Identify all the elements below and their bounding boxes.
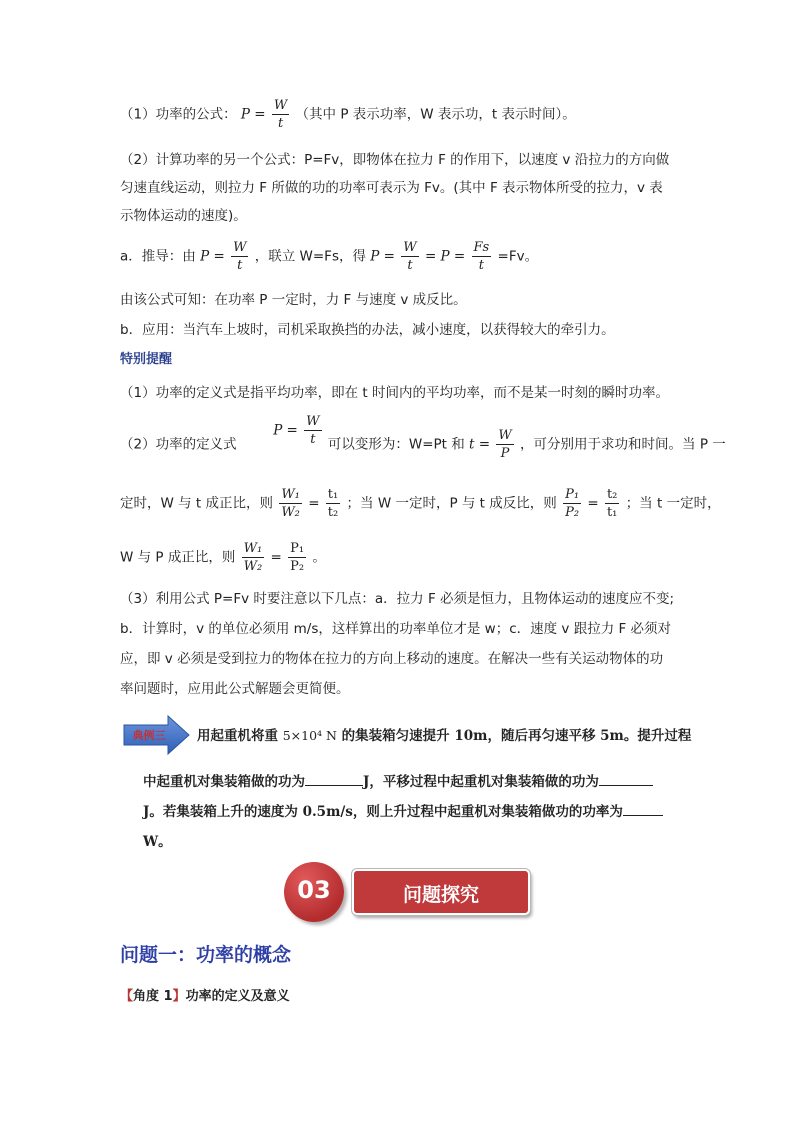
weight-value: 5×10⁴ N (282, 728, 337, 743)
tip-1: （1）功率的定义式是指平均功率，即在 t 时间内的平均功率，而不是某一时刻的瞬时功率。 (120, 385, 669, 401)
section-title-box (352, 869, 530, 915)
formula-lhs: P = (240, 106, 266, 123)
fraction-fs-over-t: $\frac{Fs}{t}$ (473, 240, 490, 273)
example-badge-label: 典例三 (132, 729, 166, 742)
tip-2-line-1: （2）功率的定义式 P = $\frac{W}{t}$ 可以变形为：W=Pt 和 t = $\frac{W}{P}$ ，可分别用于求功和时间。当 P 一 (120, 414, 726, 461)
answer-blank-1[interactable] (305, 771, 363, 786)
tip-3-line-1: （3）利用公式 P=Fv 时要注意以下几点：a．拉力 F 必须是恒力，且物体运动的速度应不变; (120, 591, 675, 607)
section-title: 问题探究 (402, 884, 479, 906)
fraction-w-over-t: $\frac{W}{t}$ (273, 98, 288, 131)
example-line-4: W。 (143, 834, 172, 850)
paragraph-2-line-3: 示物体运动的速度)。 (120, 208, 247, 224)
example-line-2: 中起重机对集装箱做的功为 J，平移过程中起重机对集装箱做的功为 (143, 770, 653, 790)
paragraph-2-line-2: 匀速直线运动，则拉力 F 所做的功的功率可表示为 Fv。(其中 F 表示物体所受的拉力，v 表 (120, 180, 663, 196)
answer-blank-2[interactable] (599, 771, 653, 786)
fraction-p1-p2: $\frac{\text{P₁}}{\text{P₂}}$ (290, 541, 305, 574)
tip-2-line-2: 定时，W 与 t 成正比，则 $\frac{\text{W₁}}{\text{W₂}}$ = $\frac{\text{t₁}}{\text{t₂}}$ ；当 W 一定时，P 与 t 成反比，则 $\frac{\text{P₁}}{\text{P₂}}$ = $\frac{\text{t₂}}{\text{t₁}}$ ；当 t 一定时， (120, 487, 721, 520)
angle-label: 【角度 1】功率的定义及意义 (120, 989, 290, 1004)
derivation-line: a．推导：由 P = $\frac{W}{t}$ ，联立 W=Fs，得 P = $\frac{W}{t}$ = P = $\frac{Fs}{t}$ =Fv。 (120, 240, 539, 273)
fraction-p1-p2: $\frac{\text{P₁}}{\text{P₂}}$ (565, 487, 580, 520)
fraction-w-over-p: $\frac{W}{P}$ (498, 428, 512, 461)
paragraph-2-line-1: （2）计算功率的另一个公式：P=Fv，即物体在拉力 F 的作用下，以速度 v 沿拉力的方向做 (120, 152, 670, 168)
fraction-w1-w2: $\frac{\text{W₁}}{\text{W₂}}$ (281, 487, 300, 520)
tip-3-line-2: b．计算时，v 的单位必须用 m/s，这样算出的功率单位才是 w；c．速度 v 跟拉力 F 必须对 (120, 621, 672, 637)
tip-title: 特别提醒 (120, 352, 173, 367)
fraction-w-over-t: $\frac{W}{t}$ (306, 414, 320, 447)
tip-3-line-4: 率问题时，应用此公式解题会更简便。 (120, 681, 350, 697)
formula-line-1: （1）功率的公式： P = $\frac{W}{t}$ （其中 P 表示功率，W 表示功，t 表示时间）。 (120, 98, 576, 131)
fraction-w-over-t: $\frac{W}{t}$ (403, 240, 417, 273)
section-number: 03 (297, 876, 331, 904)
application-line: b．应用：当汽车上坡时，司机采取换挡的办法，减小速度，以获得较大的牵引力。 (120, 322, 615, 338)
question-heading: 问题一：功率的概念 (120, 944, 292, 966)
section-banner (284, 862, 534, 926)
fraction-w-over-t: $\frac{W}{t}$ (233, 240, 247, 273)
tip-3-line-3: 应，即 v 必须是受到拉力的物体在拉力的方向上移动的速度。在解决一些有关运动物体的功 (120, 651, 664, 667)
fraction-t2-t1: $\frac{\text{t₂}}{\text{t₁}}$ (606, 487, 618, 520)
example-line-3: J。若集装箱上升的速度为 0.5m/s，则上升过程中起重机对集装箱做功的功率为 (143, 800, 663, 820)
section-number-circle (284, 862, 344, 922)
tip-2-line-3: W 与 P 成正比，则 $\frac{\text{W₁}}{\text{W₂}}$ = $\frac{\text{P₁}}{\text{P₂}}$ 。 (120, 541, 326, 574)
fraction-t1-t2: $\frac{\text{t₁}}{\text{t₂}}$ (327, 487, 339, 520)
conclusion-line: 由该公式可知：在功率 P 一定时，力 F 与速度 v 成反比。 (120, 292, 467, 308)
example-line-1: 用起重机将重 5×10⁴ N 的集装箱匀速提升 10m，随后再匀速平移 5m。提升过程 (197, 728, 692, 744)
answer-blank-3[interactable] (623, 801, 663, 816)
fraction-w1-w2: $\frac{\text{W₁}}{\text{W₂}}$ (243, 541, 263, 574)
